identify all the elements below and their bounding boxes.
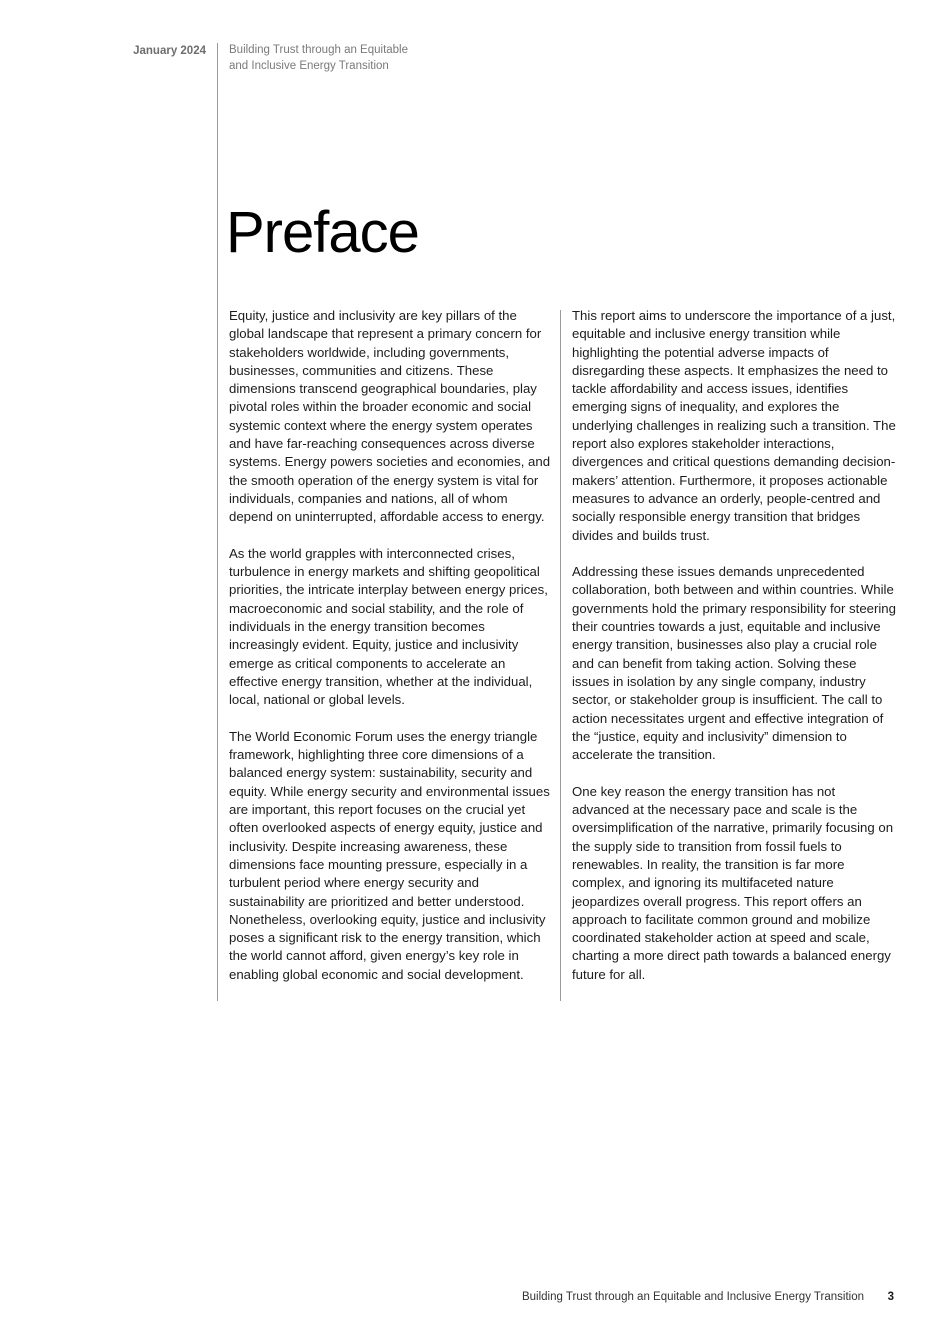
header-date: January 2024 bbox=[133, 45, 206, 57]
page-title: Preface bbox=[226, 200, 419, 265]
vertical-divider-main bbox=[217, 43, 218, 1001]
paragraph: The World Economic Forum uses the energy triangle framework, highlighting three core dimensions of a balanced energy system: sustainability, security and equity. While energy security and environmental issues are important, this report focuses on the crucial yet often overlooked aspects of energy equity, justice and inclusivity. Despite increasing awareness, these dimensions face mounting pressure, especially in a turbulent period where energy security and sustainability are prioritized and better understood. Nonetheless, overlooking equity, justice and inclusivity poses a significant risk to the energy transition, which the world cannot afford, given energy’s key role in enabling global economic and social development. bbox=[229, 728, 550, 982]
body-column-right bbox=[572, 307, 896, 1002]
paragraph: This report aims to underscore the importance of a just, equitable and inclusive energy transition while highlighting the potential adverse impacts of disregarding these aspects. It emphasizes the need to tackle affordability and access issues, identifies emerging signs of inequality, and explores the underlying challenges in realizing such a transition. The report also explores stakeholder interactions, divergences and critical questions demanding decision-makers’ attention. Furthermore, it proposes actionable measures to advance an orderly, people-centred and socially responsible energy transition that bridges divides and builds trust. bbox=[572, 308, 896, 543]
paragraph: One key reason the energy transition has not advanced at the necessary pace and scale is the oversimplification of the narrative, primarily focusing on the supply side to transition from fossil fuels to renewables. In reality, the transition is far more complex, and ignoring its multifaceted nature jeopardizes overall progress. This report offers an approach to facilitate common ground and mobilize coordinated stakeholder action at speed and scale, charting a more direct path towards a balanced energy future for all. bbox=[572, 783, 894, 982]
paragraph: As the world grapples with interconnected crises, turbulence in energy markets and shifting geopolitical priorities, the intricate interplay between energy prices, macroeconomic and social stability, and the role of individuals in the energy transition becomes increasingly evident. Equity, justice and inclusivity emerge as critical components to accelerate an effective energy transition, whether at the individual, local, national or global levels. bbox=[229, 545, 548, 708]
footer-report-title: Building Trust through an Equitable and Inclusive Energy Transition bbox=[521, 1291, 864, 1303]
header-report-title: Building Trust through an Equitable and Inclusive Energy Transition bbox=[229, 44, 409, 72]
vertical-divider-columns bbox=[560, 310, 561, 1001]
body-column-left bbox=[229, 307, 553, 1002]
paragraph: Addressing these issues demands unprecedented collaboration, both between and within countries. While governments hold the primary responsibility for steering their countries towards a just, equitable and inclusive energy transition, businesses also play a crucial role and can benefit from taking action. Solving these issues in isolation by any single company, industry sector, or stakeholder group is insufficient. The call to action necessitates urgent and effective integration of the “justice, equity and inclusivity” dimension to accelerate the transition. bbox=[572, 564, 896, 763]
page-number: 3 bbox=[887, 1291, 894, 1303]
paragraph: Equity, justice and inclusivity are key pillars of the global landscape that represent a primary concern for stakeholders worldwide, including governments, businesses, communities and citizens. These dimensions transcend geographical boundaries, play pivotal roles within the broader economic and social systemic context where the energy system operates and have far-reaching consequences across diverse systems. Energy powers societies and economies, and the smooth operation of the energy system is vital for individuals, companies and nations, all of whom depend on uninterrupted, affordable access to energy. bbox=[229, 308, 551, 525]
